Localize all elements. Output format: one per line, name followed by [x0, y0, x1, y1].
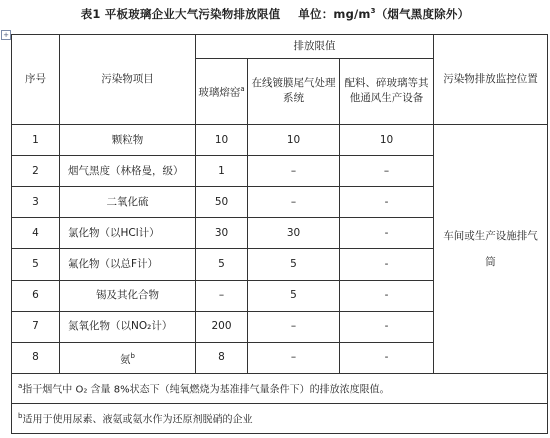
cell-other: -: [340, 187, 434, 218]
header-seq: 序号: [12, 35, 60, 125]
cell-furnace: –: [196, 280, 248, 311]
item-text: 氯化物（以HCl计）: [68, 226, 160, 239]
cell-seq: 2: [12, 156, 60, 187]
cell-coating: 10: [248, 125, 340, 156]
cell-seq: 3: [12, 187, 60, 218]
footnote-row-b: [12, 403, 548, 433]
footnote-b-mark: b: [18, 412, 23, 421]
cell-item: [60, 125, 196, 156]
item-text: 二氧化硫: [106, 195, 149, 208]
footnote-b-text: 适用于使用尿素、液氨或氨水作为还原剂脱硝的企业: [22, 414, 253, 426]
cell-item: [60, 156, 196, 187]
cell-coating: –: [248, 187, 340, 218]
cell-furnace: 8: [196, 342, 248, 373]
header-limits: 排放限值: [196, 35, 434, 59]
cell-coating: 5: [248, 249, 340, 280]
header-coating: 在线镀膜尾气处理系统: [248, 58, 340, 125]
cell-furnace: 200: [196, 311, 248, 342]
header-other: 配料、碎玻璃等其他通风生产设备: [340, 58, 434, 125]
footnote-a-mark: a: [18, 382, 23, 391]
cell-other: –: [340, 156, 434, 187]
cell-item: [60, 342, 196, 373]
cell-item: [60, 218, 196, 249]
footnote-a-text: 指干烟气中 O₂ 含量 8%状态下（纯氧燃烧为基准排气量条件下）的排放浓度限值。: [22, 384, 390, 396]
footnote-row-a: [12, 373, 548, 403]
cell-furnace: 10: [196, 125, 248, 156]
cell-coating: 30: [248, 218, 340, 249]
cell-other: -: [340, 280, 434, 311]
cell-other: 10: [340, 125, 434, 156]
footnote-a: [12, 373, 548, 403]
header-item: 污染物项目: [60, 35, 196, 125]
table-move-handle-icon[interactable]: +: [1, 30, 11, 40]
emission-limits-table: [11, 34, 548, 434]
cell-seq: 8: [12, 342, 60, 373]
footnote-b: [12, 403, 548, 433]
cell-coating: –: [248, 311, 340, 342]
cell-other: -: [340, 218, 434, 249]
cell-seq: 4: [12, 218, 60, 249]
cell-item: [60, 311, 196, 342]
item-text: 颗粒物: [111, 133, 144, 146]
unit-note: （烟气黑度除外）: [375, 7, 470, 21]
header-furnace: [196, 58, 248, 125]
header-monitor: 污染物排放监控位置: [434, 35, 548, 125]
table-title: [0, 6, 550, 22]
cell-seq: 7: [12, 311, 60, 342]
item-text: 氨: [120, 353, 131, 366]
cell-monitor-location: 车间或生产设施排气筒: [434, 125, 548, 374]
cell-item: [60, 187, 196, 218]
cell-furnace: 1: [196, 156, 248, 187]
header-row-1: [12, 35, 548, 59]
cell-furnace: 5: [196, 249, 248, 280]
cell-furnace: 30: [196, 218, 248, 249]
item-text: 烟气黑度（林格曼，级）: [68, 164, 184, 177]
cell-seq: 1: [12, 125, 60, 156]
unit-text: 单位：mg/m: [298, 7, 371, 21]
footnote-ref-b: b: [130, 351, 135, 360]
item-text: 氮氧化物（以NO₂计）: [68, 320, 173, 333]
title-text: 表1 平板玻璃企业大气污染物排放限值: [80, 7, 281, 21]
cell-other: -: [340, 342, 434, 373]
item-text: 锡及其化合物: [96, 289, 159, 302]
header-furnace-label: 玻璃熔窑: [198, 86, 241, 99]
unit-superscript: 3: [370, 7, 376, 16]
cell-other: -: [340, 311, 434, 342]
cell-other: -: [340, 249, 434, 280]
cell-coating: 5: [248, 280, 340, 311]
cell-seq: 6: [12, 280, 60, 311]
unit-label: [298, 7, 469, 21]
cell-seq: 5: [12, 249, 60, 280]
cell-furnace: 50: [196, 187, 248, 218]
cell-coating: –: [248, 156, 340, 187]
cell-item: [60, 249, 196, 280]
cell-item: [60, 280, 196, 311]
table-row: [12, 125, 548, 156]
cell-coating: –: [248, 342, 340, 373]
item-text: 氟化物（以总F计）: [68, 258, 159, 271]
footnote-ref-a: a: [240, 85, 245, 94]
